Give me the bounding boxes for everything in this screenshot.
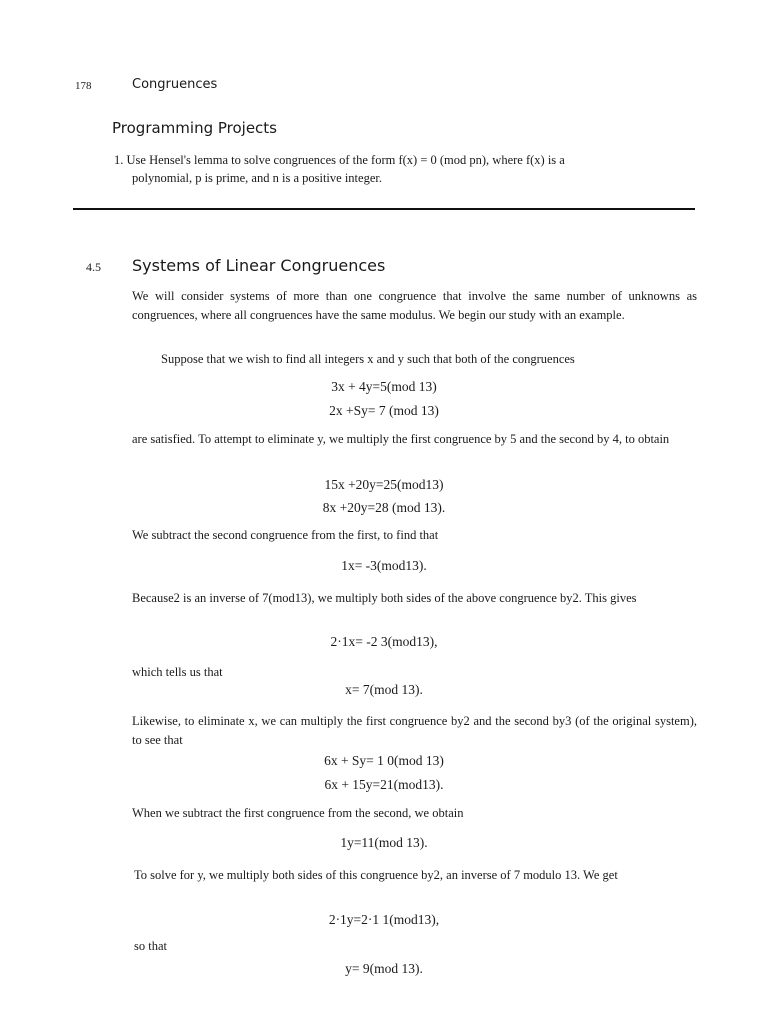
projects-heading: Programming Projects bbox=[112, 119, 277, 137]
equation-1a: 3x + 4y=5(mod 13) bbox=[331, 379, 437, 394]
paragraph-tells-us: which tells us that bbox=[132, 665, 223, 679]
equation-7: 1y=11(mod 13). bbox=[340, 835, 428, 850]
section-divider bbox=[73, 208, 695, 210]
running-title: Congruences bbox=[132, 77, 218, 92]
paragraph-subtract: We subtract the second congruence from the first, to find that bbox=[132, 528, 439, 542]
equation-5: x= 7(mod 13). bbox=[345, 682, 423, 697]
project-item-1-line-1: 1. Use Hensel's lemma to solve congruences of the form f(x) = 0 (mod pn), where f(x) is a bbox=[114, 153, 565, 167]
equation-3: 1x= -3(mod13). bbox=[341, 558, 427, 573]
equation-2b: 8x +20y=28 (mod 13). bbox=[322, 500, 446, 515]
equation-6a: 6x + Sy= 1 0(mod 13) bbox=[324, 753, 444, 768]
paragraph-intro: We will consider systems of more than one congruence that involve the same number of unknowns as congruences, where all congruences have the same modulus. We begin our study with an example. bbox=[132, 289, 697, 322]
page-number: 178 bbox=[75, 80, 92, 92]
paragraph-so-that: so that bbox=[134, 939, 167, 953]
paragraph-eliminate-y: are satisfied. To attempt to eliminate y, we multiply the first congruence by 5 and the second by 4, to obtain bbox=[132, 432, 670, 446]
equation-6b: 6x + 15y=21(mod13). bbox=[324, 777, 444, 792]
equation-2a: 15x +20y=25(mod13) bbox=[324, 477, 444, 492]
section-number: 4.5 bbox=[86, 260, 101, 274]
paragraph-solve-y: To solve for y, we multiply both sides of this congruence by2, an inverse of 7 modulo 13. We get bbox=[134, 868, 618, 882]
project-item-1-line-2: polynomial, p is prime, and n is a positive integer. bbox=[132, 171, 382, 185]
paragraph-inverse: Because2 is an inverse of 7(mod13), we multiply both sides of the above congruence by2. This gives bbox=[132, 591, 637, 605]
equation-4: 2·1x= -2 3(mod13), bbox=[330, 634, 438, 649]
equation-8: 2·1y=2·1 1(mod13), bbox=[328, 912, 440, 927]
section-title: Systems of Linear Congruences bbox=[132, 256, 386, 275]
paragraph-subtract-first: When we subtract the first congruence from the second, we obtain bbox=[132, 806, 464, 820]
paragraph-eliminate-x: Likewise, to eliminate x, we can multiply the first congruence by2 and the second by3 (of the original system), to see that bbox=[132, 714, 697, 747]
equation-9: y= 9(mod 13). bbox=[345, 961, 423, 976]
equation-1b: 2x +Sy= 7 (mod 13) bbox=[329, 403, 439, 418]
paragraph-suppose: Suppose that we wish to find all integers x and y such that both of the congruences bbox=[161, 352, 575, 366]
